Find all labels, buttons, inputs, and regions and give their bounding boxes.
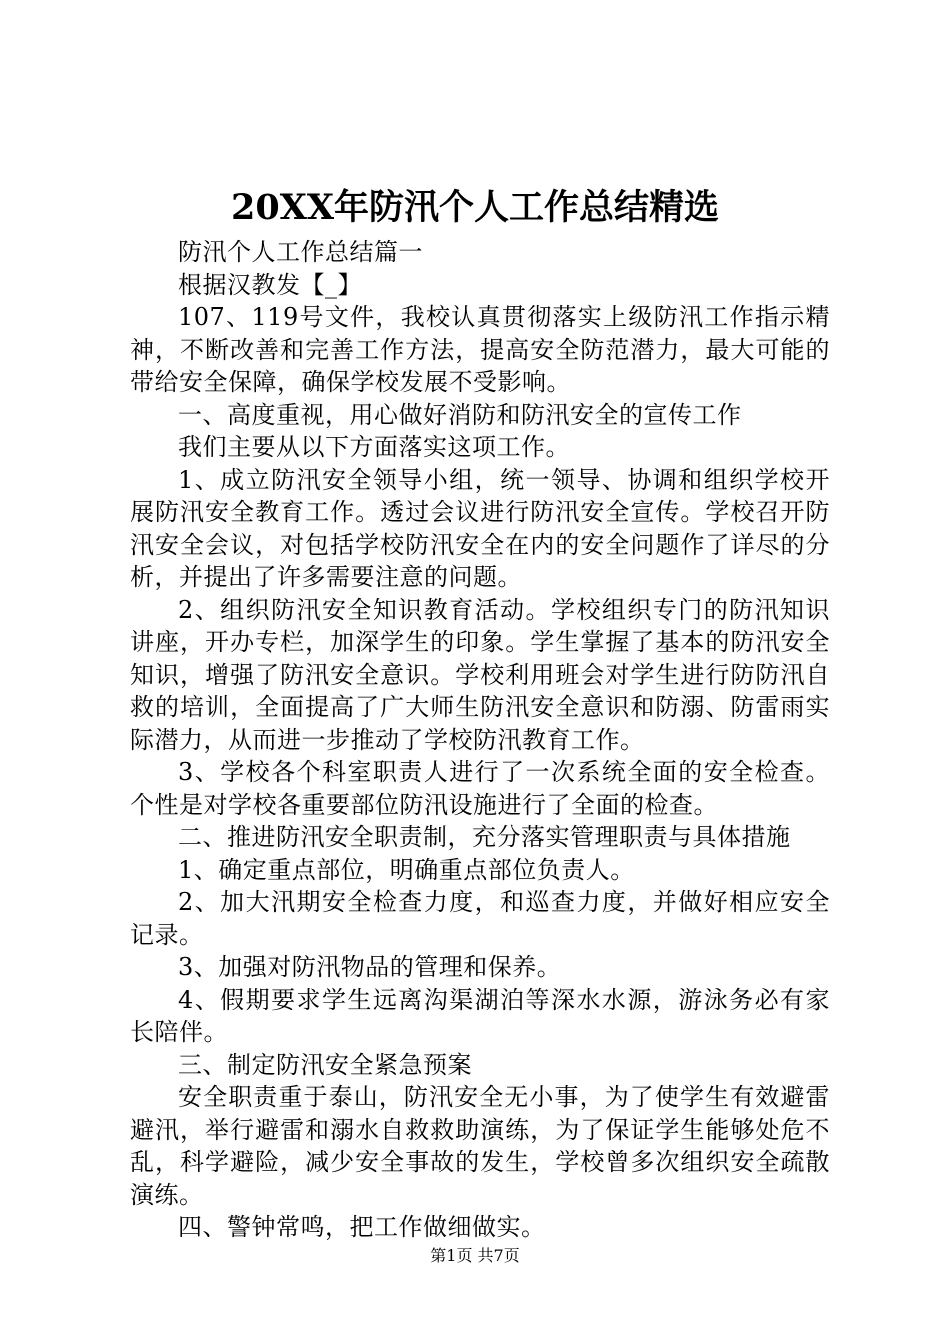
paragraph: 3、加强对防汛物品的管理和保养。	[178, 953, 562, 981]
paragraph: 我们主要从以下方面落实这项工作。	[178, 433, 570, 461]
paragraph: 1、成立防汛安全领导小组，统一领导、协调和组织学校开展防汛安全教育工作。透过会议进行防汛安全宣传。学校召开防汛安全会议，对包括学校防汛安全在内的安全问题作了详尽的分析，并提出了许多需要注意的问题。	[130, 465, 830, 591]
paragraph: 107、119号文件，我校认真贯彻落实上级防汛工作指示精神，不断改善和完善工作方法，提高安全防范潜力，最大可能的带给安全保障，确保学校发展不受影响。	[130, 303, 830, 396]
section-heading: 一、高度重视，用心做好消防和防汛安全的宣传工作	[178, 400, 742, 429]
paragraph: 安全职责重于泰山，防汛安全无小事，为了使学生有效避雷避汛，举行避雷和溺水自救救助演练，为了保证学生能够处危不乱，科学避险，减少安全事故的发生，学校曾多次组织安全疏散演练。	[130, 1083, 830, 1209]
page-footer: 第1页 共7页	[430, 1246, 520, 1265]
section-heading: 二、推进防汛安全职责制，充分落实管理职责与具体措施	[178, 823, 791, 851]
paragraph: 2、加大汛期安全检查力度，和巡查力度，并做好相应安全记录。	[130, 888, 830, 949]
paragraph: 1、确定重点部位，明确重点部位负责人。	[178, 855, 635, 884]
section-heading: 三、制定防汛安全紧急预案	[178, 1050, 472, 1079]
paragraph: 根据汉教发【_】	[178, 270, 362, 299]
section-heading: 四、警钟常鸣，把工作做细做实。	[178, 1213, 546, 1241]
paragraph: 2、组织防汛安全知识教育活动。学校组织专门的防汛知识讲座，开办专栏，加深学生的印象。学生掌握了基本的防汛安全知识，增强了防汛安全意识。学校利用班会对学生进行防防汛自救的培训，全面提高了广大师生防汛安全意识和防溺、防雷雨实际潜力，从而进一步推动了学校防汛教育工作。	[130, 595, 830, 754]
document-body	[130, 236, 830, 1244]
paragraph: 3、学校各个科室职责人进行了一次系统全面的安全检查。个性是对学校各重要部位防汛设施进行了全面的检查。	[130, 758, 830, 819]
document-title: 20XX年防汛个人工作总结精选	[230, 187, 720, 228]
paragraph: 防汛个人工作总结篇一	[178, 238, 423, 266]
paragraph: 4、假期要求学生远离沟渠湖泊等深水水源，游泳务必有家长陪伴。	[130, 985, 830, 1046]
